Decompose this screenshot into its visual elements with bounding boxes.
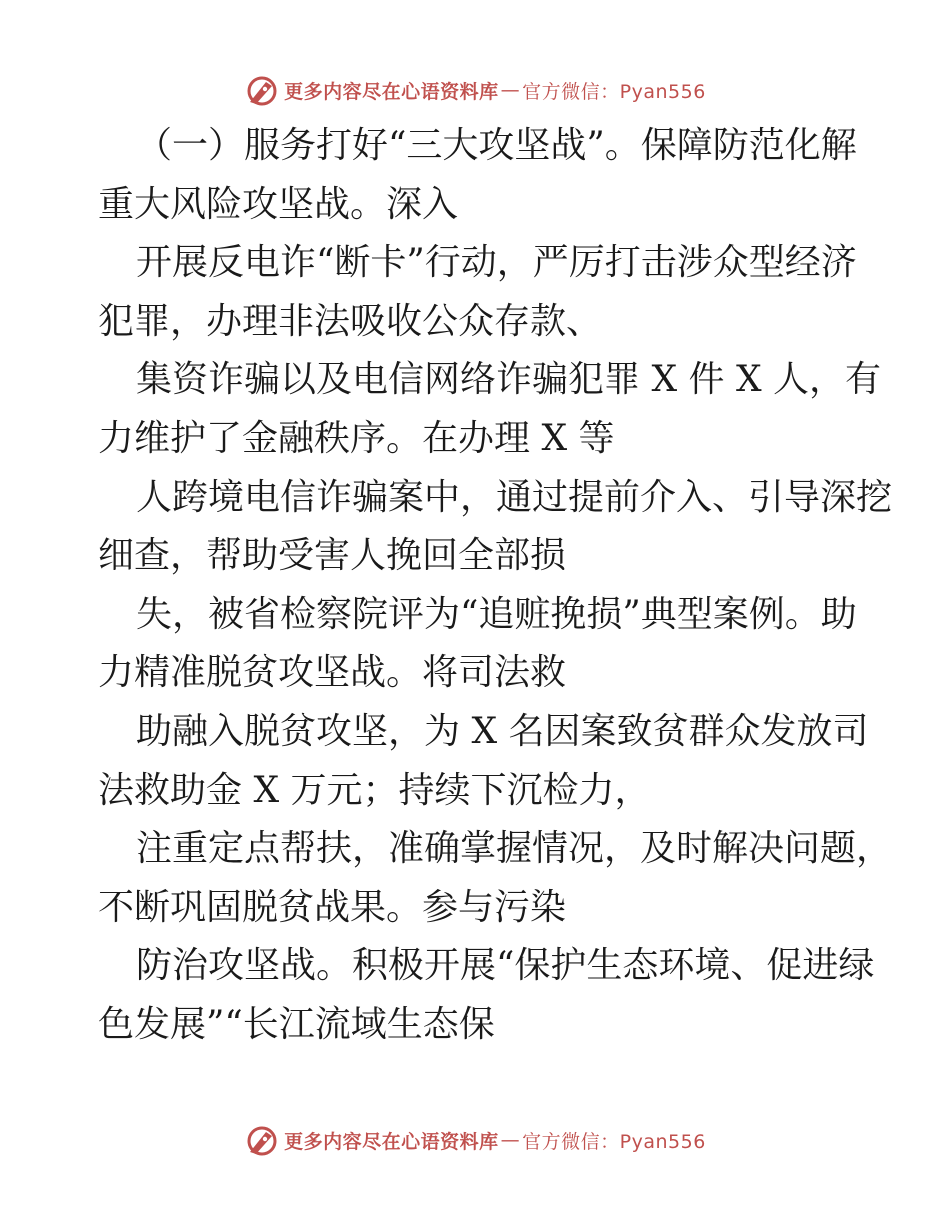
- text-line: 重大风险攻坚战。深入: [98, 183, 459, 225]
- text-line: 开展反电诈“断卡”行动，严厉打击涉众型经济: [136, 242, 857, 284]
- watermark-main-text: 更多内容尽在心语资料库: [284, 80, 499, 103]
- text-line: 法救助金 X 万元；持续下沉检力，: [98, 769, 651, 811]
- watermark-dash: —: [500, 1129, 521, 1151]
- text-line: 集资诈骗以及电信网络诈骗犯罪 X 件 X 人，有: [136, 359, 882, 401]
- watermark-header: [0, 70, 950, 110]
- pen-nib-logo-icon: [244, 72, 280, 108]
- text-line: 色发展”“长江流域生态保: [98, 1003, 495, 1045]
- watermark-wechat-text: 官方微信：Pyan556: [522, 80, 706, 103]
- text-line: 犯罪，办理非法吸收公众存款、: [98, 300, 603, 342]
- text-line: 防治攻坚战。积极开展“保护生态环境、促进绿: [136, 945, 875, 987]
- text-line: 注重定点帮扶，准确掌握情况，及时解决问题，: [136, 828, 893, 870]
- text-line: （一）服务打好“三大攻坚战”。保障防范化解: [136, 125, 857, 166]
- watermark-dash: —: [500, 79, 521, 101]
- text-line: 细查，帮助受害人挽回全部损: [98, 535, 567, 577]
- watermark-footer: [0, 1120, 950, 1160]
- watermark-wechat-text: 官方微信：Pyan556: [522, 1130, 706, 1153]
- text-line: 助融入脱贫攻坚，为 X 名因案致贫群众发放司: [136, 710, 869, 752]
- pen-nib-logo-icon: [244, 1122, 280, 1158]
- text-line: 力精准脱贫攻坚战。将司法救: [98, 652, 567, 694]
- text-line: 人跨境电信诈骗案中，通过提前介入、引导深挖: [136, 476, 893, 518]
- text-line: 不断巩固脱贫战果。参与污染: [98, 886, 567, 928]
- document-body: [98, 117, 893, 1055]
- text-line: 力维护了金融秩序。在办理 X 等: [98, 417, 615, 459]
- watermark-main-text: 更多内容尽在心语资料库: [284, 1130, 499, 1153]
- text-line: 失，被省检察院评为“追赃挽损”典型案例。助: [136, 593, 857, 635]
